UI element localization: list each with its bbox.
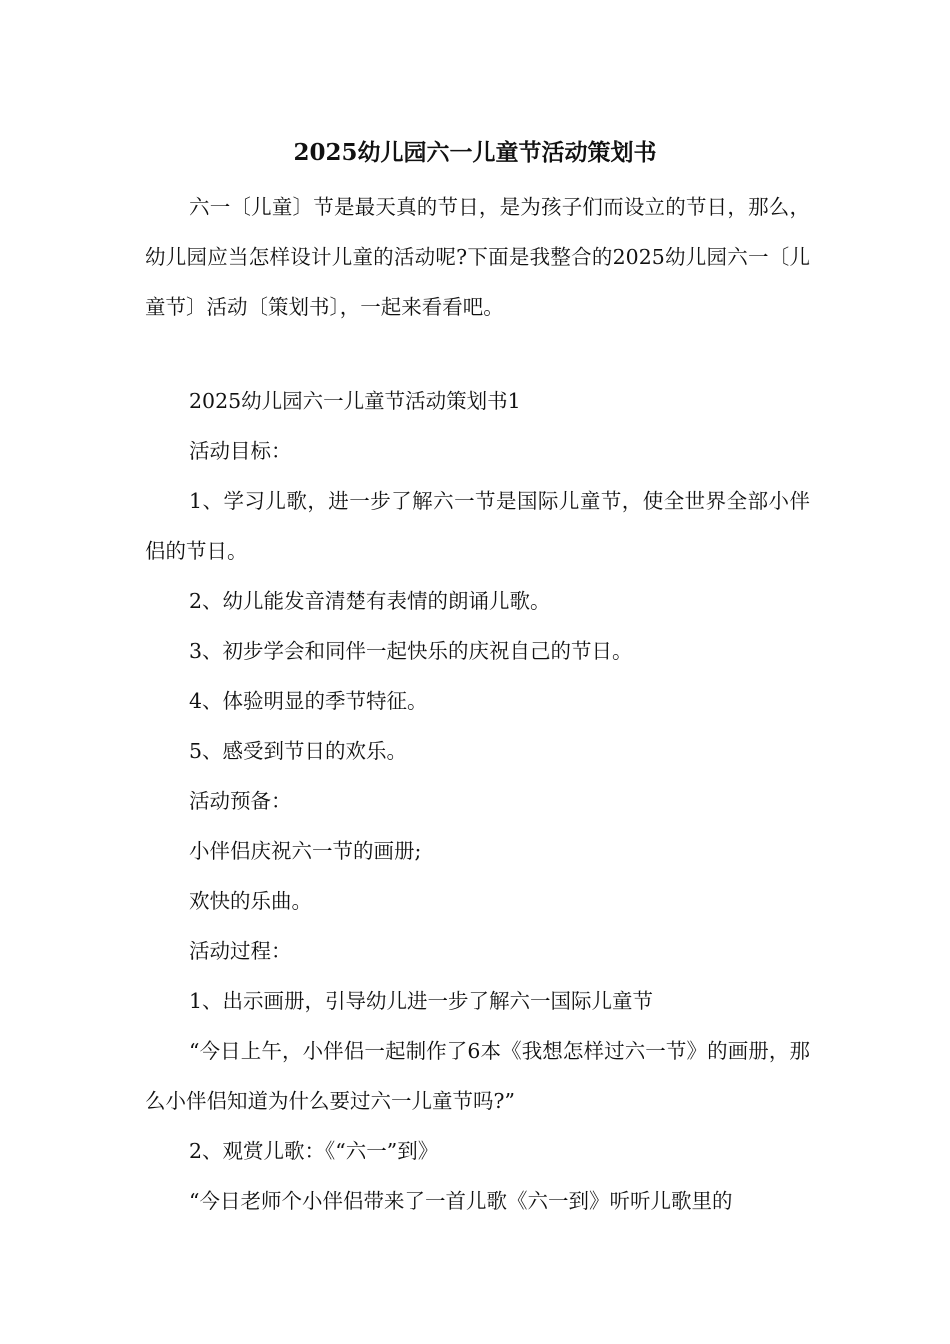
goal-item: 2、幼儿能发音清楚有表情的朗诵儿歌。 (189, 589, 551, 613)
document-body (145, 182, 810, 1226)
goal-item: 4、体验明显的季节特征。 (189, 689, 428, 713)
intro-paragraph: 六一〔儿童〕节是最天真的节日，是为孩子们而设立的节日，那么，幼儿园应当怎样设计儿童的活动呢?下面是我整合的2025幼儿园六一〔儿童节〕活动〔策划书〕，一起来看看吧。 (145, 195, 810, 319)
preparation-item: 小伴侣庆祝六一节的画册; (189, 839, 422, 863)
subheading-process: 活动过程： (189, 939, 292, 963)
goal-item: 5、感受到节日的欢乐。 (189, 739, 408, 763)
subheading-goals: 活动目标： (189, 439, 292, 463)
document-title: 2025幼儿园六一儿童节活动策划书 (293, 139, 657, 166)
process-quote: “今日老师个小伴侣带来了一首儿歌《六一到》听听儿歌里的 (189, 1189, 733, 1213)
goal-item: 3、初步学会和同伴一起快乐的庆祝自己的节日。 (189, 639, 633, 663)
process-quote: “今日上午，小伴侣一起制作了6本《我想怎样过六一节》的画册，那么小伴侣知道为什么要过六一儿童节吗?” (145, 1039, 810, 1113)
goal-item: 1、学习儿歌，进一步了解六一节是国际儿童节，使全世界全部小伴侣的节日。 (145, 489, 810, 563)
process-step: 1、出示画册，引导幼儿进一步了解六一国际儿童节 (189, 989, 654, 1013)
process-step: 2、观赏儿歌：《“六一”到》 (189, 1139, 439, 1163)
section-heading: 2025幼儿园六一儿童节活动策划书1 (189, 389, 521, 413)
subheading-preparation: 活动预备： (189, 789, 292, 813)
preparation-item: 欢快的乐曲。 (189, 889, 312, 913)
section-gap (145, 332, 810, 376)
